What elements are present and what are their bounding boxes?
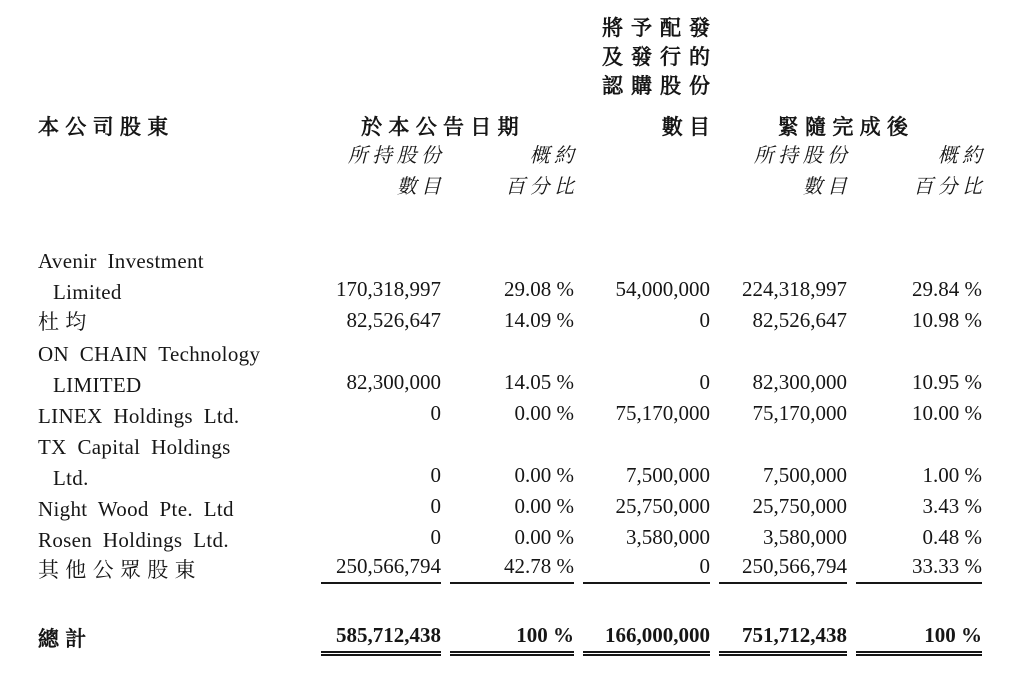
- subheader-row-1: [38, 141, 982, 172]
- shareholder-name: Limited: [53, 280, 122, 304]
- subheader-row-2: [38, 172, 982, 203]
- subscription-shares-cell: 7,500,000: [626, 463, 710, 487]
- table-row: [38, 274, 982, 305]
- shareholder-name: Rosen Holdings Ltd.: [38, 528, 229, 552]
- shareholder-name: TX Capital Holdings: [38, 435, 231, 459]
- shareholding-table: [38, 14, 987, 653]
- subscription-shares-cell: 54,000,000: [615, 277, 710, 301]
- header-subscription-line4: [574, 101, 717, 141]
- table-row: [38, 243, 982, 274]
- subheader-shares-held-after: 所持股份: [753, 145, 852, 167]
- total-row: [38, 617, 982, 653]
- table-row: [38, 336, 982, 367]
- subscription-shares-cell: 75,170,000: [615, 401, 710, 425]
- pct-after-cell: 10.98 %: [912, 308, 982, 332]
- pct-at-date-cell: 0.00 %: [514, 401, 574, 425]
- header-subscription-block-row: [38, 14, 982, 101]
- pct-after-cell: 3.43 %: [922, 494, 982, 518]
- table-row: [38, 398, 982, 429]
- pct-after-cell: 10.00 %: [912, 401, 982, 425]
- total-subscription-shares-cell: 166,000,000: [574, 617, 710, 653]
- table-row: [38, 305, 982, 336]
- header-subscription-line1: 將予配發: [602, 16, 718, 40]
- header-spacer: [38, 14, 312, 101]
- header-at-announcement-date: 於本公告日期: [361, 115, 525, 139]
- pct-at-date-cell: 0.00 %: [514, 463, 574, 487]
- subheader-number-after: 數目: [802, 176, 852, 198]
- subscription-shares-cell: 0: [699, 370, 710, 394]
- pct-after-cell: 10.95 %: [912, 370, 982, 394]
- header-spacer: [710, 14, 982, 101]
- shares-at-date-cell: 82,526,647: [346, 308, 441, 332]
- header-subscription-shares: [574, 14, 718, 101]
- header-spacer: [312, 14, 574, 101]
- total-pct-after-cell: 100 %: [847, 617, 982, 653]
- shares-after-cell: 75,170,000: [752, 401, 847, 425]
- pct-after-cell: 1.00 %: [922, 463, 982, 487]
- pct-at-date-cell: 29.08 %: [504, 277, 574, 301]
- subheader-spacer: [574, 141, 710, 172]
- shares-after-cell: 3,580,000: [763, 525, 847, 549]
- shares-after-cell: 250,566,794: [710, 553, 847, 584]
- pct-at-date-cell: 42.78 %: [441, 553, 574, 584]
- shares-after-cell: 7,500,000: [763, 463, 847, 487]
- shares-at-date-cell: 250,566,794: [312, 553, 441, 584]
- shares-at-date-cell: 82,300,000: [346, 370, 441, 394]
- shares-at-date-cell: 0: [430, 401, 441, 425]
- pct-after-cell: 0.48 %: [922, 525, 982, 549]
- shares-after-cell: 224,318,997: [742, 277, 847, 301]
- subscription-shares-cell: 0: [574, 553, 710, 584]
- shareholder-name: Ltd.: [53, 466, 89, 490]
- shareholder-name: 其他公眾股東: [38, 558, 202, 582]
- subheader-approx-at-date: 概約: [529, 145, 579, 167]
- header-subscription-number-label: 數目: [661, 115, 717, 139]
- pct-at-date-cell: 0.00 %: [514, 525, 574, 549]
- shares-after-cell: 82,300,000: [752, 370, 847, 394]
- shareholder-name: 杜均: [38, 310, 93, 334]
- pct-at-date-cell: 0.00 %: [514, 494, 574, 518]
- table-row: [38, 491, 982, 522]
- header-shareholder: 本公司股東: [38, 115, 175, 139]
- total-label: 總計: [38, 627, 93, 651]
- subscription-shares-cell: 3,580,000: [626, 525, 710, 549]
- total-shares-at-date-cell: 585,712,438: [312, 617, 441, 653]
- shares-after-cell: 82,526,647: [752, 308, 847, 332]
- shareholder-name: LINEX Holdings Ltd.: [38, 404, 240, 428]
- table-row: [38, 429, 982, 460]
- total-shares-after-cell: 751,712,438: [710, 617, 847, 653]
- shareholder-name: Avenir Investment: [38, 249, 204, 273]
- subheader-shares-held-at-date: 所持股份: [347, 145, 446, 167]
- total-pct-at-date-cell: 100 %: [441, 617, 574, 653]
- subheader-percentage-at-date: 百分比: [505, 176, 579, 198]
- pct-at-date-cell: 14.05 %: [504, 370, 574, 394]
- pct-after-cell: 29.84 %: [912, 277, 982, 301]
- header-body-gap: [38, 203, 982, 243]
- header-main-row: [38, 101, 982, 141]
- header-after-completion: 緊隨完成後: [777, 115, 915, 139]
- table-row: [38, 522, 982, 553]
- subheader-spacer: [574, 172, 710, 203]
- subheader-approx-after: 概約: [937, 145, 987, 167]
- shares-after-cell: 25,750,000: [752, 494, 847, 518]
- shares-at-date-cell: 0: [430, 525, 441, 549]
- table-row: [38, 460, 982, 491]
- subheader-spacer: [38, 141, 312, 172]
- shares-at-date-cell: 170,318,997: [336, 277, 441, 301]
- header-subscription-line3: 認購股份: [602, 74, 718, 98]
- shareholder-name: LIMITED: [53, 373, 142, 397]
- shareholder-name: Night Wood Pte. Ltd: [38, 497, 234, 521]
- shareholder-name: ON CHAIN Technology: [38, 342, 261, 366]
- subheader-spacer: [38, 172, 312, 203]
- table-row-other-public-shareholders: [38, 553, 982, 584]
- total-gap: [38, 584, 982, 617]
- subscription-shares-cell: 0: [699, 308, 710, 332]
- pct-at-date-cell: 14.09 %: [504, 308, 574, 332]
- subheader-number-at-date: 數目: [396, 176, 446, 198]
- pct-after-cell: 33.33 %: [847, 553, 982, 584]
- subheader-percentage-after: 百分比: [913, 176, 987, 198]
- shareholding-table-page: [0, 14, 1024, 680]
- subscription-shares-cell: 25,750,000: [615, 494, 710, 518]
- shares-at-date-cell: 0: [430, 494, 441, 518]
- shares-at-date-cell: 0: [430, 463, 441, 487]
- table-row: [38, 367, 982, 398]
- header-subscription-line2: 及發行的: [602, 45, 718, 69]
